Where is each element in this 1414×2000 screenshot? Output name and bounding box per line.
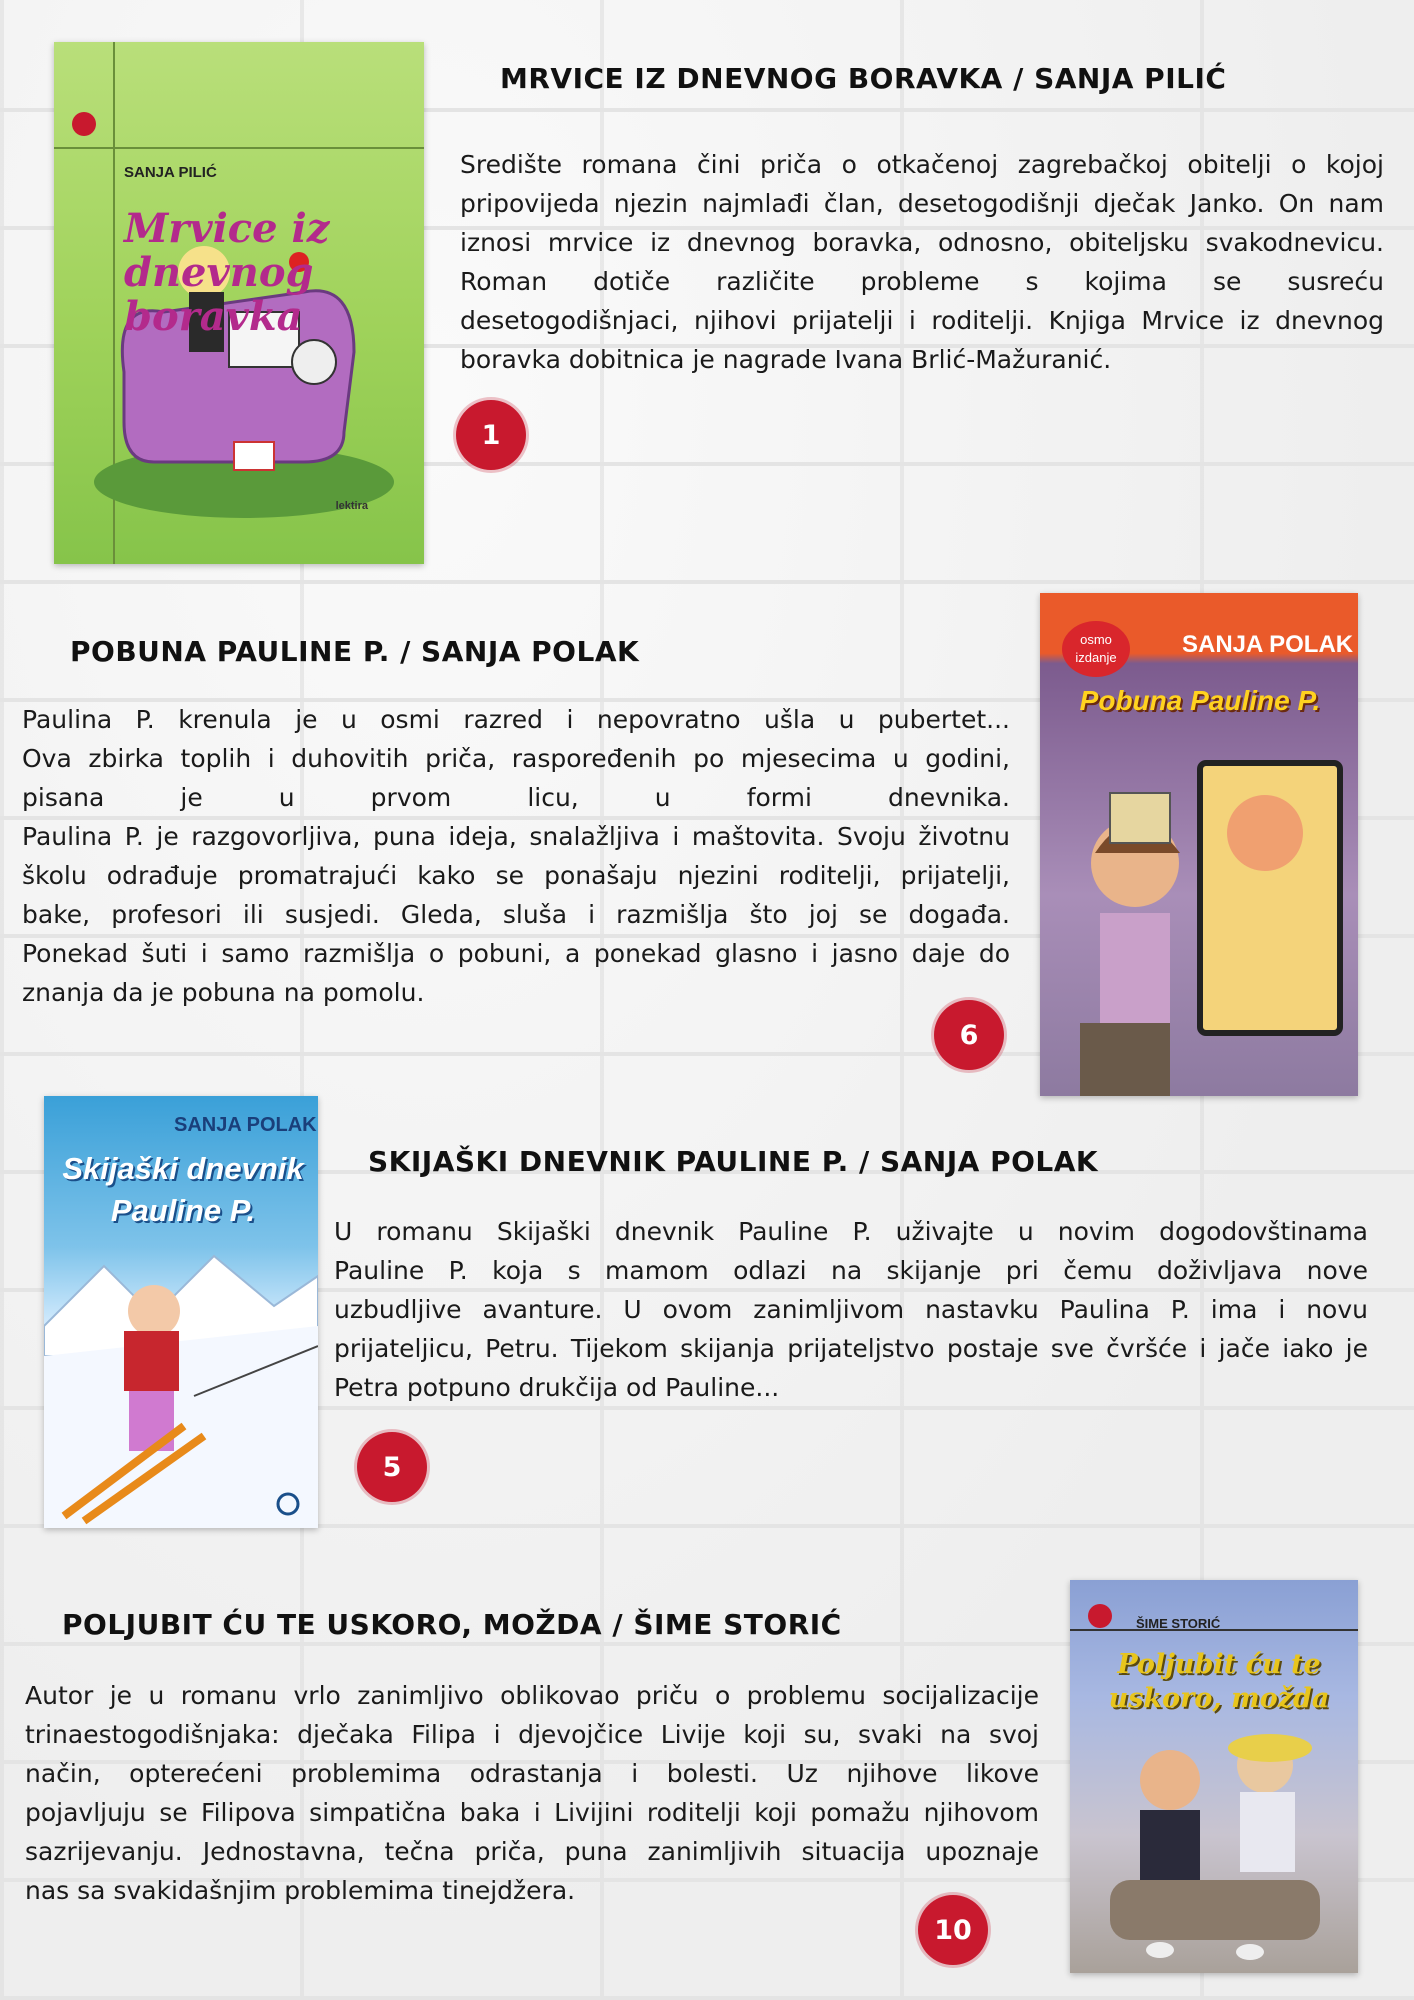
cover-title: Pobuna Pauline P. (1079, 685, 1321, 716)
book-title-pobuna: POBUNA PAULINE P. / SANJA POLAK (70, 635, 640, 668)
book-description-poljubit (25, 1676, 1039, 1910)
book-description-mrvice (460, 145, 1384, 379)
cover-author: SANJA PILIĆ (124, 164, 217, 181)
book-description-pobuna (22, 700, 1010, 1012)
description-line: znanja da je pobuna na pomolu. (22, 978, 425, 1007)
book-title-poljubit: POLJUBIT ĆU TE USKORO, MOŽDA / ŠIME STORIĆ (62, 1608, 842, 1641)
cover-title: Poljubit ću te uskoro, možda (1108, 1649, 1330, 1714)
description-line: iznosi mrvice iz dnevnog boravka, odnosno, obiteljsku svakodnevicu. (460, 228, 1384, 257)
description-line: prijateljicu, Petru. Tijekom skijanja prijateljstvo postaje sve čvršće i jače iako je (334, 1334, 1368, 1363)
description-line: sazrijevanju. Jednostavna, tečna priča, puna zanimljivih situacija upoznaje (25, 1837, 1039, 1866)
description-line: Paulina P. krenula je u osmi razred i nepovratno ušla u pubertet... (22, 705, 1010, 734)
cover-title: Skijaški dnevnik Pauline P. (62, 1151, 304, 1228)
book-number-badge: 5 (357, 1432, 427, 1502)
book-title-skijaski: SKIJAŠKI DNEVNIK PAULINE P. / SANJA POLAK (368, 1145, 1099, 1178)
description-line: Autor je u romanu vrlo zanimljivo oblikovao priču o problemu socijalizacije (25, 1681, 1039, 1710)
cover-title: Mrvice iz dnevnog boravka (124, 205, 330, 340)
cover-author: SANJA POLAK (1182, 631, 1354, 658)
description-line: U romanu Skijaški dnevnik Pauline P. uživajte u novim dogodovštinama (334, 1217, 1368, 1246)
description-line: uzbudljive avanture. U ovom zanimljivom nastavku Paulina P. ima i novu (334, 1295, 1368, 1324)
book-cover-mrvice (54, 42, 424, 564)
description-line: desetogodišnjaci, njihovi prijatelji i roditelji. Knjiga Mrvice iz dnevnog (460, 306, 1384, 335)
description-line: školu odrađuje promatrajući kako se ponašaju njezini roditelji, prijatelji, (22, 861, 1010, 890)
description-line: Roman dotiče različite probleme s kojima se susreću (460, 267, 1384, 296)
description-line: Paulina P. je razgovorljiva, puna ideja, snalažljiva i maštovita. Svoju životnu (22, 822, 1010, 851)
description-line: boravka dobitnica je nagrade Ivana Brlić-Mažuranić. (460, 345, 1112, 374)
book-cover-pobuna (1040, 593, 1358, 1096)
description-line: Ova zbirka toplih i duhovitih priča, raspoređenih po mjesecima u godini, (22, 744, 1010, 773)
book-cover-poljubit (1070, 1580, 1358, 1973)
cover-edition-badge: osmo izdanje (1062, 621, 1130, 677)
cover-illustration-two-teens (1070, 1580, 1358, 1973)
description-line: Petra potpuno drukčija od Pauline... (334, 1373, 780, 1402)
description-line: pisana je u prvom licu, u formi dnevnika. (22, 783, 1010, 812)
cover-author: SANJA POLAK (174, 1114, 317, 1136)
book-number-badge: 10 (918, 1895, 988, 1965)
cover-author: ŠIME STORIĆ (1136, 1616, 1221, 1631)
description-line: nas sa svakidašnjim problemima tinejdžera. (25, 1876, 576, 1905)
book-title-mrvice: MRVICE IZ DNEVNOG BORAVKA / SANJA PILIĆ (500, 62, 1227, 95)
cover-publisher: lektira (335, 500, 368, 512)
book-number-badge: 1 (456, 400, 526, 470)
description-line: bake, profesori ili susjedi. Gleda, sluša i razmišlja što joj se događa. (22, 900, 1010, 929)
description-line: Ponekad šuti i samo razmišlja o pobuni, a ponekad glasno i jasno daje do (22, 939, 1010, 968)
description-line: način, opterećeni problemima odrastanja i bolesti. Uz njihove likove (25, 1759, 1039, 1788)
book-number-badge: 6 (934, 1000, 1004, 1070)
book-description-skijaski (334, 1212, 1368, 1407)
description-line: Središte romana čini priča o otkačenoj zagrebačkoj obitelji o kojoj (460, 150, 1384, 179)
book-cover-skijaski (44, 1096, 318, 1528)
description-line: Pauline P. koja s mamom odlazi na skijanje pri čemu doživljava nove (334, 1256, 1368, 1285)
description-line: pojavljuju se Filipova simpatična baka i Livijini roditelji koji pomažu njihovom (25, 1798, 1039, 1827)
description-line: trinaestogodišnjaka: dječaka Filipa i djevojčice Livije koji su, svaki na svoj (25, 1720, 1039, 1749)
description-line: pripovijeda njezin najmlađi član, desetogodišnji dječak Janko. On nam (460, 189, 1384, 218)
